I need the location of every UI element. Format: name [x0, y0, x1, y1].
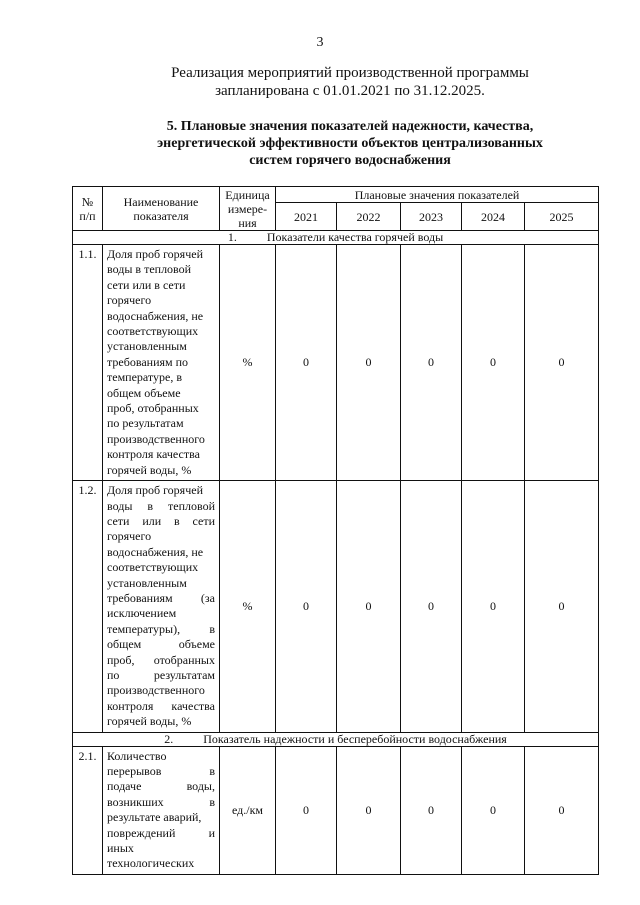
section-title-line: энергетической эффективности объектов централизованных — [157, 136, 543, 151]
name-line: производственного — [107, 431, 205, 446]
indicator-name — [103, 245, 220, 481]
header-name — [103, 187, 220, 231]
intro-line: Реализация мероприятий производственной программы — [171, 65, 529, 81]
header-year: 2024 — [462, 203, 525, 231]
section-title-line: 5. Плановые значения показателей надежности, качества, — [166, 119, 534, 134]
header-text: № — [81, 194, 94, 209]
name-line: возникших в — [107, 794, 215, 809]
name-line: перерывов в — [107, 764, 215, 778]
name-line: водоснабжения, не — [107, 308, 204, 323]
header-year: 2023 — [401, 203, 462, 231]
name-line: по результатам — [107, 667, 215, 682]
name-line: установленным — [107, 339, 187, 354]
unit-cell: % — [220, 245, 276, 481]
section-title — [110, 118, 590, 169]
name-line: соответствующих — [107, 324, 199, 339]
header-text: показателя — [133, 208, 189, 223]
name-line: горячего — [107, 529, 152, 544]
name-line: иных — [107, 841, 134, 856]
name-line: горячего — [107, 293, 152, 308]
header-num — [73, 187, 103, 231]
section-number: 2. — [164, 731, 174, 746]
page-number: 3 — [316, 35, 324, 50]
name-line: общем объеме — [107, 637, 215, 652]
value-cell: 0 — [401, 245, 462, 481]
indicator-name — [103, 746, 220, 874]
name-line: общем объеме — [107, 385, 181, 400]
name-line: горячей воды, % — [107, 462, 192, 477]
value-cell: 0 — [337, 481, 401, 733]
name-line: установленным — [107, 575, 187, 590]
section-row — [73, 732, 599, 746]
row-number: 2.1. — [73, 746, 103, 874]
name-line: проб, отобранных — [107, 401, 199, 416]
value-cell: 0 — [337, 746, 401, 874]
header-unit — [220, 187, 276, 231]
value-cell: 0 — [462, 245, 525, 481]
header-text: Наименование — [123, 194, 199, 209]
name-line: контроля качества — [107, 698, 215, 713]
name-line: требованиям (за — [107, 590, 215, 605]
unit-cell: ед./км — [220, 746, 276, 874]
header-year: 2021 — [276, 203, 337, 231]
name-line: контроля качества — [107, 447, 200, 462]
header-text: п/п — [79, 208, 96, 223]
name-line: результате аварий, — [107, 810, 202, 825]
value-cell: 0 — [462, 746, 525, 874]
value-cell: 0 — [525, 746, 599, 874]
name-line: технологических — [107, 856, 195, 871]
name-line: соответствующих — [107, 560, 199, 575]
table-row — [73, 245, 599, 481]
name-line: температуре, в — [107, 370, 183, 385]
header-text: Единица — [225, 187, 270, 202]
header-year: 2022 — [337, 203, 401, 231]
name-line: Количество — [107, 748, 167, 763]
value-cell: 0 — [525, 481, 599, 733]
row-number: 1.1. — [73, 245, 103, 481]
name-line: повреждений и — [107, 825, 215, 840]
table-row — [73, 481, 599, 733]
intro-line: запланирована с 01.01.2021 по 31.12.2025. — [215, 83, 485, 99]
name-line: сети или в сети — [107, 513, 215, 528]
name-line: сети или в сети — [107, 277, 186, 292]
section-heading: Показатель надежности и бесперебойности водоснабжения — [203, 731, 507, 746]
value-cell: 0 — [401, 481, 462, 733]
name-line: производственного — [107, 683, 205, 698]
name-line: требованиям по — [107, 354, 189, 369]
section-number: 1. — [227, 230, 237, 244]
value-cell: 0 — [276, 746, 337, 874]
header-text: измере- — [227, 201, 268, 216]
header-year: 2025 — [525, 203, 599, 231]
indicators-table — [72, 186, 599, 875]
indicator-name — [103, 481, 220, 733]
value-cell: 0 — [276, 245, 337, 481]
unit-cell: % — [220, 481, 276, 733]
intro-text — [110, 64, 590, 100]
header-text: ния — [238, 215, 257, 230]
value-cell: 0 — [337, 245, 401, 481]
value-cell: 0 — [525, 245, 599, 481]
table-row — [73, 746, 599, 874]
name-line: воды в тепловой — [107, 262, 192, 277]
section-title-line: систем горячего водоснабжения — [249, 153, 451, 168]
name-line: проб, отобранных — [107, 652, 215, 667]
section-row — [73, 231, 599, 245]
name-line: по результатам — [107, 416, 184, 431]
name-line: воды в тепловой — [107, 498, 215, 513]
name-line: Доля проб горячей — [107, 483, 203, 498]
name-line: горячей воды, % — [107, 714, 192, 729]
value-cell: 0 — [401, 746, 462, 874]
section-heading: Показатели качества горячей воды — [266, 230, 444, 244]
name-line: подаче воды, — [107, 779, 215, 794]
value-cell: 0 — [276, 481, 337, 733]
row-number: 1.2. — [73, 481, 103, 733]
name-line: водоснабжения, не — [107, 544, 204, 559]
header-planned: Плановые значения показателей — [276, 187, 599, 203]
name-line: исключением — [107, 606, 177, 621]
name-line: температуры), в — [107, 621, 215, 636]
name-line: Доля проб горячей — [107, 247, 203, 261]
value-cell: 0 — [462, 481, 525, 733]
